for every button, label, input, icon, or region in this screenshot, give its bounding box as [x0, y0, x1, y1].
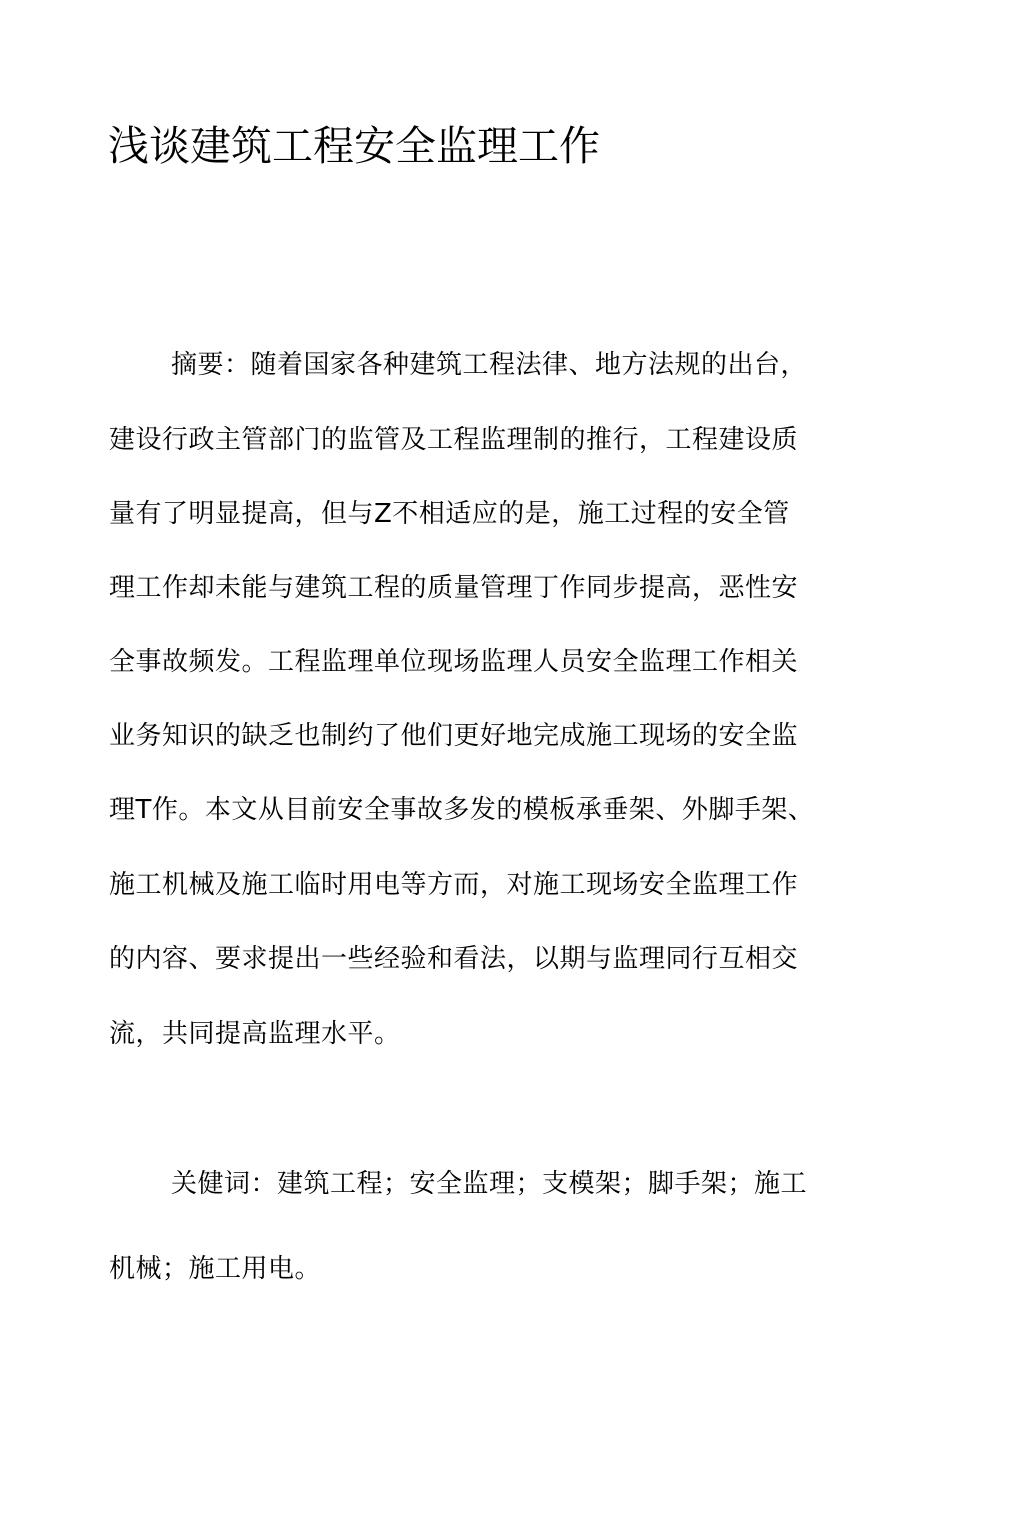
- abstract-line: 流，共同提高监理水平。: [109, 1019, 401, 1049]
- keywords-line: 机械；施工用电。: [109, 1254, 322, 1284]
- abstract-line: 摘要：随着国家各种建筑工程法律、地方法规的出台，: [171, 350, 808, 380]
- abstract-line: 的内容、要求提出一些经验和看法，以期与监理同行互相交: [109, 944, 799, 974]
- keywords-line: 关健词：建筑工程；安全监理；支模架；脚手架；施工: [171, 1169, 808, 1199]
- document-title: 浅谈建筑工程安全监理工作: [108, 122, 600, 170]
- abstract-line: 理T作。本文从目前安全事故多发的模板承垂架、外脚手架、: [109, 795, 815, 825]
- abstract-line: 量有了明显提高，但与Z不相适应的是，施工过程的安全管: [109, 499, 790, 529]
- abstract-line: 施工机械及施工临时用电等方而，对施工现场安全监理工作: [109, 870, 799, 900]
- abstract-line: 建设行政主管部门的监管及工程监理制的推行，工程建设质: [109, 425, 799, 455]
- abstract-line: 全事故频发。工程监理单位现场监理人员安全监理工作相关: [109, 647, 799, 677]
- abstract-line: 业务知识的缺乏也制约了他们更好地完成施工现场的安全监: [109, 721, 799, 751]
- abstract-line: 理工作却未能与建筑工程的质量管理丁作同步提高，恶性安: [109, 573, 799, 603]
